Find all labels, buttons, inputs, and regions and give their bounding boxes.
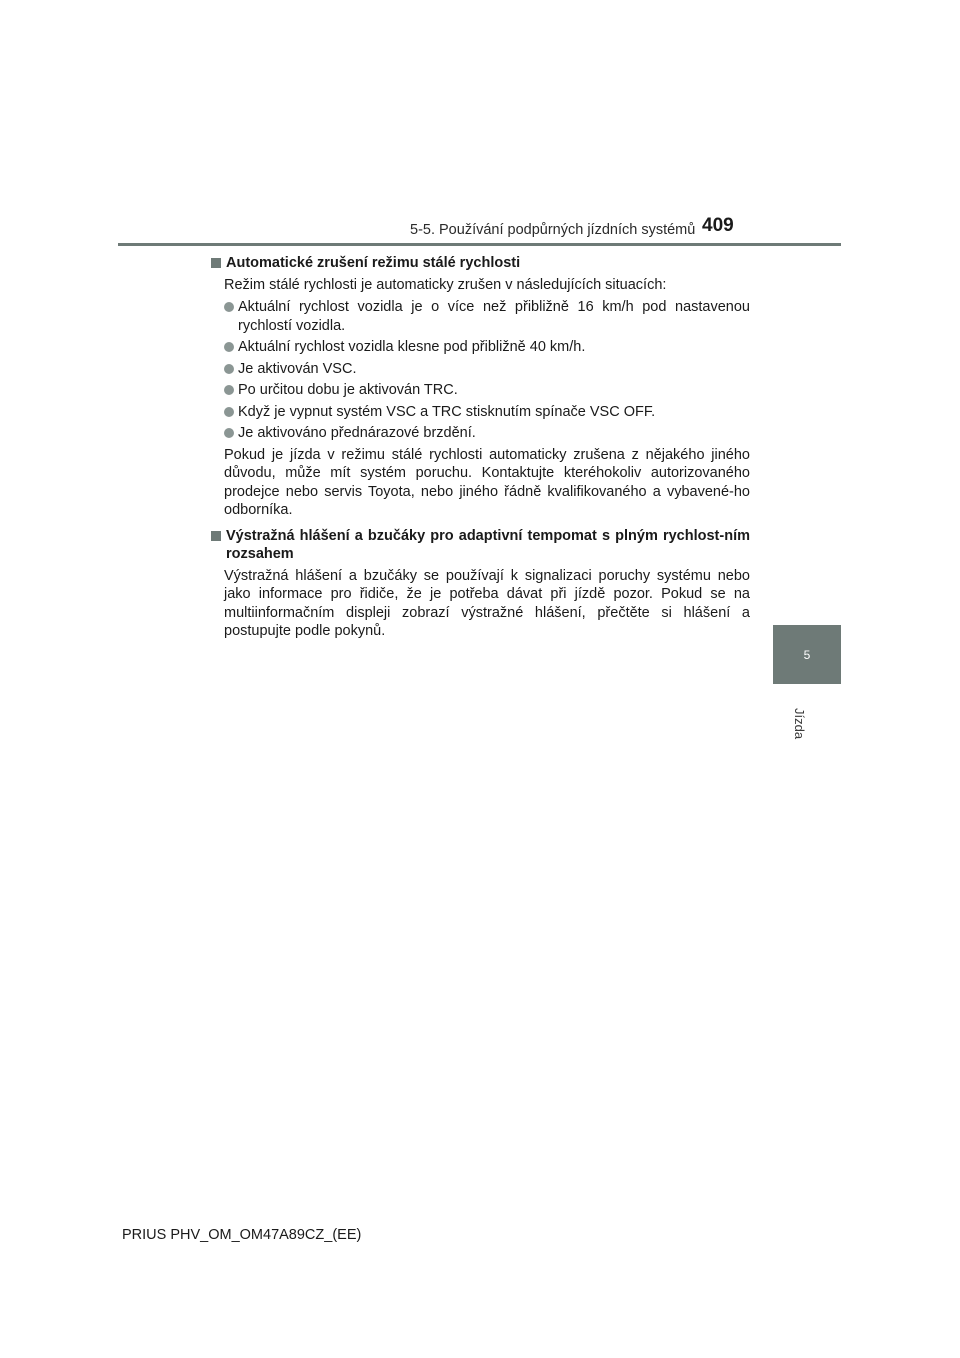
section-heading	[208, 254, 750, 273]
circle-bullet-icon	[224, 407, 234, 417]
page-content	[208, 254, 750, 645]
page-number: 409	[702, 215, 734, 236]
list-item-text: Je aktivován VSC.	[238, 360, 357, 377]
header-rule	[118, 243, 841, 246]
section-heading-text: Výstražná hlášení a bzučáky pro adaptivní tempomat s plným rychlost-ním rozsahem	[226, 527, 750, 562]
section-outro: Pokud je jízda v režimu stálé rychlosti automaticky zrušena z nějakého jiného důvodu, může mít systém poruchu. Kontaktujte kteréhokoliv autorizovaného prodejce nebo servis Toyota, nebo jiného řádně kvalifikovaného a vybavené-ho odborníka.	[224, 446, 750, 518]
circle-bullet-icon	[224, 385, 234, 395]
footer-doc-code: PRIUS PHV_OM_OM47A89CZ_(EE)	[122, 1227, 362, 1243]
chapter-number: 5	[803, 647, 811, 662]
section-intro: Režim stálé rychlosti je automaticky zrušen v následujících situacích:	[224, 276, 667, 293]
list-item-text: Aktuální rychlost vozidla klesne pod přibližně 40 km/h.	[238, 339, 586, 355]
square-bullet-icon	[211, 531, 221, 541]
circle-bullet-icon	[224, 364, 234, 374]
square-bullet-icon	[211, 258, 221, 268]
list-item-text: Když je vypnut systém VSC a TRC stisknutím spínače VSC OFF.	[238, 403, 656, 420]
list-item-text: Je aktivováno přednárazové brzdění.	[238, 425, 476, 441]
chapter-tab[interactable]	[773, 625, 841, 684]
list-item	[224, 403, 750, 422]
list-item	[224, 298, 750, 335]
chapter-side-label: Jízda	[792, 708, 807, 740]
list-item	[224, 381, 750, 400]
list-item	[224, 338, 750, 357]
list-item-text: Aktuální rychlost vozidla je o více než přibližně 16 km/h pod nastavenou rychlostí vozidla.	[238, 299, 750, 334]
list-item	[224, 360, 750, 379]
section-body: Výstražná hlášení a bzučáky se používají k signalizaci poruchy systému nebo jako informace pro řidiče, že je potřeba dávat při jízdě pozor. Pokud se na multiinformačním displeji zobrazí výstražné hlášení, přečtěte si hlášení a postupujte podle pokynů.	[224, 567, 750, 639]
list-item-text: Po určitou dobu je aktivován TRC.	[238, 382, 458, 398]
circle-bullet-icon	[224, 342, 234, 352]
list-item	[224, 424, 750, 443]
section-heading-text: Automatické zrušení režimu stálé rychlosti	[226, 255, 521, 271]
section-heading	[208, 527, 750, 564]
circle-bullet-icon	[224, 428, 234, 438]
header-section-title: 5-5. Používání podpůrných jízdních systémů	[410, 222, 696, 238]
circle-bullet-icon	[224, 302, 234, 312]
